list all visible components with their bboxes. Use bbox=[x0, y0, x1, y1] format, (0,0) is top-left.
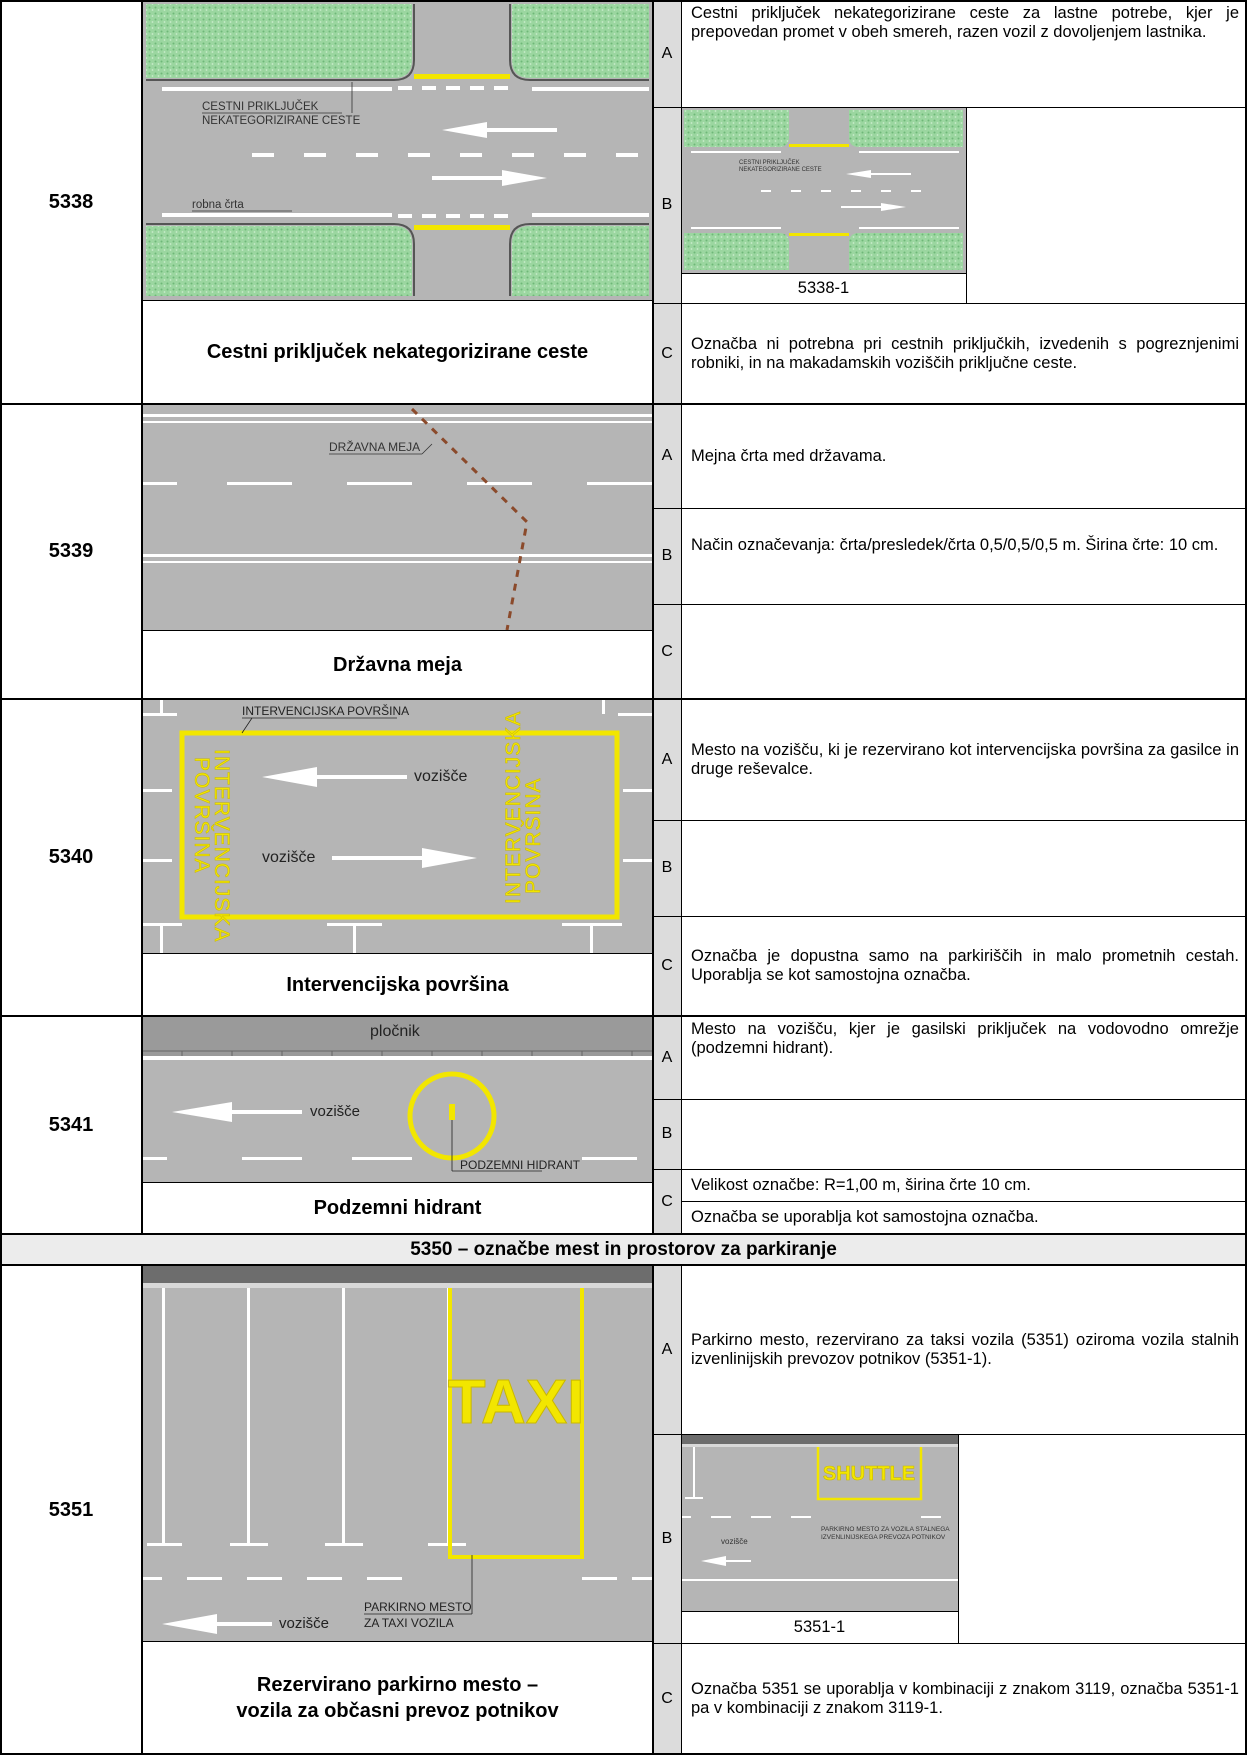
letter-a: A bbox=[653, 1016, 681, 1099]
desc-a-5338: Cestni priključek nekategorizirane ceste za lastne potrebe, kjer je prepovedan promet v obeh smereh, razen vozil z dovoljenjem lastnika. bbox=[691, 4, 1239, 41]
divider bbox=[0, 1015, 1247, 1017]
svg-text:POVRŠINA: POVRŠINA bbox=[522, 777, 545, 894]
caption-5351-1: 5351-1 bbox=[793, 1617, 846, 1636]
svg-text:INTERVENCIJSKA POVRŠINA: INTERVENCIJSKA POVRŠINA bbox=[242, 704, 410, 718]
shuttle-parking-illustration bbox=[681, 1434, 958, 1611]
divider bbox=[653, 1434, 1247, 1435]
caption-5351 bbox=[142, 1641, 653, 1755]
svg-text:PARKIRNO MESTO: PARKIRNO MESTO bbox=[364, 1600, 472, 1614]
divider bbox=[142, 300, 653, 301]
letter-a: A bbox=[653, 699, 681, 820]
divider bbox=[681, 1611, 958, 1612]
svg-text:CESTNI PRIKLJUČEK: CESTNI PRIKLJUČEK bbox=[739, 160, 800, 166]
divider bbox=[0, 403, 1247, 405]
svg-text:DRŽAVNA MEJA: DRŽAVNA MEJA bbox=[329, 440, 421, 454]
taxi-parking-illustration bbox=[142, 1265, 653, 1641]
divider bbox=[681, 0, 682, 1234]
divider bbox=[653, 1643, 1247, 1644]
road-junction-small-illustration bbox=[681, 107, 966, 273]
state-border-illustration bbox=[142, 404, 653, 630]
section-header-5350: 5350 – označbe mest in prostorov za parkiranje bbox=[0, 1234, 1247, 1265]
divider bbox=[681, 1201, 1247, 1202]
divider bbox=[142, 630, 653, 631]
code-5341: 5341 bbox=[48, 1113, 94, 1136]
image-5338 bbox=[142, 0, 653, 300]
caption-5341: Podzemni hidrant bbox=[313, 1197, 482, 1219]
divider bbox=[653, 303, 1247, 304]
desc-c2-5341: Označba se uporablja kot samostojna označba. bbox=[691, 1208, 1039, 1226]
svg-text:NEKATEGORIZIRANE CESTE: NEKATEGORIZIRANE CESTE bbox=[202, 115, 361, 127]
svg-text:vozišče: vozišče bbox=[414, 768, 468, 785]
svg-text:NEKATEGORIZIRANE CESTE: NEKATEGORIZIRANE CESTE bbox=[739, 167, 822, 173]
desc-a-5341: Mesto na vozišču, kjer je gasilski priključek na vodovodno omrežje (podzemni hidrant). bbox=[691, 1020, 1239, 1057]
svg-text:PODZEMNI HIDRANT: PODZEMNI HIDRANT bbox=[460, 1158, 580, 1172]
divider bbox=[142, 1182, 653, 1183]
code-5338: 5338 bbox=[48, 190, 94, 213]
desc-b-5340 bbox=[681, 820, 1247, 916]
svg-text:SHUTTLE: SHUTTLE bbox=[822, 1463, 916, 1485]
svg-text:TAXI: TAXI bbox=[447, 1368, 585, 1437]
divider bbox=[681, 273, 966, 274]
divider bbox=[0, 1264, 1247, 1266]
svg-text:IZVENLINIJSKEGA PREVOZA POTNIK: IZVENLINIJSKEGA PREVOZA POTNIKOV bbox=[821, 1534, 946, 1541]
caption-5351-line1: Rezervirano parkirno mesto – bbox=[256, 1674, 539, 1696]
svg-text:INTERVENCIJSKA: INTERVENCIJSKA bbox=[502, 710, 525, 904]
desc-b-5339: Način označevanja: črta/presledek/črta 0,5/0,5/0,5 m. Širina črte: 10 cm. bbox=[691, 536, 1219, 554]
divider bbox=[652, 0, 654, 1234]
svg-text:CESTNI PRIKLJUČEK: CESTNI PRIKLJUČEK bbox=[202, 101, 319, 113]
svg-text:robna črta: robna črta bbox=[192, 199, 244, 211]
desc-c-5338: Označba ni potrebna pri cestnih priključkih, izvedenih s pogreznjenimi robniki, in na makadamskih voziščih priključne ceste. bbox=[691, 334, 1239, 372]
divider bbox=[653, 508, 1247, 509]
image-5340 bbox=[142, 699, 653, 953]
caption-5340: Intervencijska površina bbox=[286, 973, 509, 996]
divider bbox=[141, 1265, 143, 1755]
letter-a: A bbox=[653, 404, 681, 508]
svg-text:pločnik: pločnik bbox=[370, 1023, 420, 1040]
desc-c-5340: Označba je dopustna samo na parkiriščih in malo prometnih cestah. Uporablja se kot samostojna označba. bbox=[691, 947, 1239, 984]
letter-b: B bbox=[653, 1434, 681, 1643]
image-5351-1 bbox=[681, 1434, 958, 1611]
divider bbox=[653, 1169, 1247, 1170]
caption-5339: Državna meja bbox=[333, 653, 462, 676]
divider bbox=[0, 698, 1247, 700]
svg-text:vozišče: vozišče bbox=[262, 849, 316, 866]
letter-c: C bbox=[653, 916, 681, 1016]
letter-c: C bbox=[653, 1169, 681, 1234]
desc-c-5339 bbox=[681, 604, 1247, 699]
divider bbox=[0, 1233, 1247, 1235]
image-5351 bbox=[142, 1265, 653, 1641]
image-5338-1 bbox=[681, 107, 966, 273]
image-5339 bbox=[142, 404, 653, 630]
letter-b: B bbox=[653, 1099, 681, 1169]
svg-text:INTERVENCIJSKA: INTERVENCIJSKA bbox=[210, 749, 233, 943]
letter-a: A bbox=[653, 1265, 681, 1434]
divider bbox=[653, 1099, 1247, 1100]
divider bbox=[653, 107, 1247, 108]
svg-text:vozišče: vozišče bbox=[721, 1537, 748, 1546]
table-border-top bbox=[0, 0, 1247, 2]
divider bbox=[142, 953, 653, 954]
road-junction-illustration bbox=[142, 0, 653, 300]
desc-a-5339: Mejna črta med državama. bbox=[691, 446, 887, 465]
desc-a-5351: Parkirno mesto, rezervirano za taksi vozila (5351) oziroma vozila stalnih izvenlinijskih prevozov potnikov (5351-1). bbox=[691, 1330, 1239, 1368]
letter-b: B bbox=[653, 107, 681, 303]
letter-b: B bbox=[653, 820, 681, 916]
intervention-area-illustration bbox=[142, 699, 653, 953]
divider bbox=[141, 0, 143, 1234]
svg-text:vozišče: vozišče bbox=[310, 1103, 361, 1120]
code-5339: 5339 bbox=[48, 540, 94, 562]
letter-b: B bbox=[653, 508, 681, 604]
divider bbox=[966, 107, 967, 303]
svg-text:ZA TAXI VOZILA: ZA TAXI VOZILA bbox=[364, 1616, 454, 1630]
svg-text:PARKIRNO MESTO ZA VOZILA STALN: PARKIRNO MESTO ZA VOZILA STALNEGA bbox=[821, 1526, 950, 1533]
letter-c: C bbox=[653, 604, 681, 699]
svg-text:POVRŠINA: POVRŠINA bbox=[190, 757, 213, 874]
letter-c: C bbox=[653, 303, 681, 404]
divider bbox=[652, 1265, 654, 1755]
divider bbox=[653, 604, 1247, 605]
divider bbox=[653, 820, 1247, 821]
caption-5338: Cestni priključek nekategorizirane ceste bbox=[206, 341, 589, 363]
underground-hydrant-illustration bbox=[142, 1016, 653, 1182]
desc-a-5340: Mesto na vozišču, ki je rezervirano kot intervencijska površina za gasilce in druge reševalce. bbox=[691, 740, 1239, 778]
caption-5338-1: 5338-1 bbox=[797, 278, 850, 297]
svg-text:vozišče: vozišče bbox=[279, 1615, 330, 1632]
table-border-left bbox=[0, 0, 2, 1755]
desc-c-5351: Označba 5351 se uporablja v kombinaciji z znakom 3119, označba 5351-1 pa v kombinaciji z znakom 3119-1. bbox=[691, 1680, 1239, 1717]
image-5341 bbox=[142, 1016, 653, 1182]
divider bbox=[142, 1641, 653, 1642]
letter-a: A bbox=[653, 0, 681, 107]
caption-5351-line2: vozila za občasni prevoz potnikov bbox=[236, 1700, 559, 1722]
code-5351: 5351 bbox=[48, 1498, 94, 1521]
divider bbox=[653, 916, 1247, 917]
divider bbox=[958, 1434, 959, 1643]
desc-c1-5341: Velikost označbe: R=1,00 m, širina črte 10 cm. bbox=[691, 1175, 1031, 1194]
code-5340: 5340 bbox=[48, 846, 94, 868]
letter-c: C bbox=[653, 1643, 681, 1755]
desc-b-5341 bbox=[681, 1099, 1247, 1169]
divider bbox=[681, 1265, 682, 1755]
